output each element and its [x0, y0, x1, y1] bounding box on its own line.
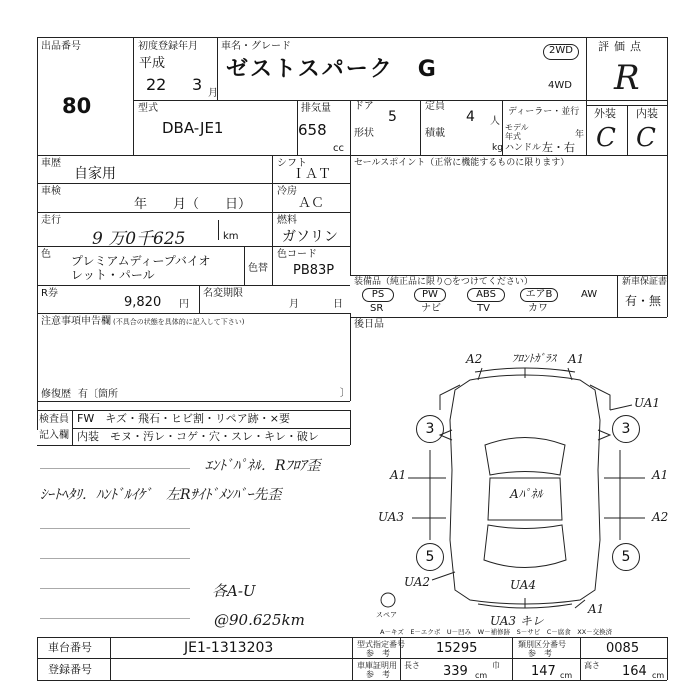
diag-ua3: UA3: [378, 510, 405, 524]
mileage-value: 9 万0千625: [92, 229, 186, 249]
drive-4wd: 4WD: [548, 80, 572, 91]
ptr-ua2: [432, 572, 455, 580]
notes-label: 注意事項申告欄: [41, 316, 111, 327]
diag-left-a1: A1: [390, 468, 407, 482]
history-value: 自家用: [74, 166, 116, 182]
model-year-label: モデル年式: [505, 123, 529, 141]
color-label: 色: [41, 249, 51, 260]
warranty-label: 新車保証書: [622, 277, 668, 287]
ptr-rear-a1: [575, 600, 585, 608]
score-value: R: [614, 58, 640, 98]
kg-unit: kg: [492, 143, 503, 153]
color-change-label: 色替: [248, 263, 268, 274]
later-label: 後日品: [354, 319, 384, 330]
history-label: 車歴: [41, 158, 61, 169]
mileage-label: 走行: [41, 215, 61, 226]
type-cert-ref: 参 考: [366, 649, 390, 658]
model-label: 型式: [138, 103, 158, 114]
cert-ref: 参 考: [366, 670, 390, 679]
recycle-value: 9,820: [124, 295, 162, 310]
door-label: ドア: [354, 101, 374, 112]
diag-a2: A2: [466, 352, 483, 366]
equip-ps: PS: [362, 288, 394, 302]
tire-rear-right: 5: [612, 543, 640, 571]
reg-label: 初度登録年月: [138, 41, 198, 52]
diag-roof: Aﾊﾟﾈﾙ: [510, 487, 543, 501]
repair-bracket-close: 〕: [340, 388, 350, 399]
width-label: 巾: [492, 661, 500, 670]
equip-navi: ナビ: [421, 303, 441, 314]
chassis-value: JE1-1313203: [184, 640, 274, 656]
class-ref: 参 考: [528, 649, 552, 658]
month-label: 月: [289, 299, 299, 310]
ext-value: C: [596, 123, 616, 153]
disp-label: 排気量: [301, 103, 331, 114]
sales-points-label: セールスポイント（正常に機能するものに限ります）: [354, 158, 570, 168]
int-value: C: [636, 123, 656, 153]
cert-label: 車庫証明用: [357, 661, 397, 670]
hand-note-2: ｼｰﾄﾍﾀﾘ．ﾊﾝﾄﾞﾙｲｹﾞ 左Rｻｲﾄﾞﾒﾝﾊﾞｰ先歪: [40, 487, 282, 503]
int-label: 内装: [636, 107, 658, 120]
model-value: DBA-JE1: [162, 119, 224, 137]
diag-ua3-kire: UA3 キレ: [490, 614, 544, 628]
drive-2wd: 2WD: [543, 44, 579, 60]
lot-label: 出品番号: [41, 41, 81, 52]
equip-aw: AW: [581, 289, 598, 300]
tire-front-left: 3: [416, 415, 444, 443]
tire-front-right: 3: [612, 415, 640, 443]
fw-line: FW キズ・飛石・ヒビ割・リペア跡・×要: [77, 412, 290, 425]
handle-value: 左・右: [542, 141, 575, 154]
width-cm: cm: [560, 671, 573, 680]
notes-sub-label: (不具合の状態を具体的に記入して下さい): [113, 318, 245, 326]
length-label: 長さ: [404, 661, 420, 670]
yen-unit: 円: [179, 299, 189, 310]
height-label: 高さ: [584, 661, 600, 670]
hand-note-1: ｴﾝﾄﾞﾊﾟﾈﾙ．Rﾌﾛｱ歪: [205, 458, 321, 474]
ac-value: ＡＣ: [298, 196, 325, 211]
diag-right-a2: A2: [652, 510, 669, 524]
diag-ua4: UA4: [510, 578, 537, 592]
class-label: 類別区分番号: [518, 640, 566, 649]
recycle-label: R券: [41, 288, 58, 299]
diag-front: ﾌﾛﾝﾄｶﾞﾗｽ: [512, 352, 556, 365]
cap-unit: 人: [490, 116, 500, 127]
equip-tv: TV: [477, 303, 490, 314]
diag-ua2: UA2: [404, 575, 431, 589]
type-cert-value: 15295: [436, 641, 478, 656]
disp-unit: cc: [333, 143, 344, 154]
length-value: 339: [443, 664, 468, 679]
equip-sr: SR: [370, 303, 384, 314]
reg-month: 3: [192, 75, 203, 94]
repair-value: 有〔箇所: [78, 389, 118, 400]
class-value: 0085: [606, 641, 640, 656]
reg-no-label: 登録番号: [48, 663, 92, 676]
shift-value: ＩＡＴ: [292, 167, 332, 182]
month-unit: 月: [208, 88, 218, 99]
lot-value: 80: [62, 94, 92, 118]
color-value-2: レット・パール: [71, 268, 155, 282]
load-label: 積載: [425, 128, 445, 139]
ext-label: 外装: [594, 107, 616, 120]
name-change-label: 名変期限: [203, 288, 243, 299]
cap-label: 定員: [425, 101, 445, 112]
score-label: 評価点: [598, 40, 646, 53]
ptr-ua1: [610, 405, 632, 410]
diag-ua1: UA1: [634, 396, 661, 410]
mileage-unit: km: [223, 231, 239, 242]
fuel-label: 燃料: [277, 215, 297, 226]
rear-window: [484, 525, 566, 568]
interior-line: 内装 モヌ・汚レ・コゲ・穴・スレ・キレ・破レ: [77, 430, 319, 443]
chassis-label: 車台番号: [48, 641, 92, 654]
handle-label: ハンドル: [505, 143, 542, 153]
inspection-label: 車検: [41, 186, 61, 197]
hand-note-3: 各A-U: [212, 582, 256, 600]
diag-right-a1: A1: [652, 468, 669, 482]
color-code-label: 色コード: [277, 249, 317, 260]
windshield: [485, 438, 565, 476]
equip-label: 装備品（純正品に限り○をつけてください）: [354, 277, 533, 287]
repair-label: 修復歴: [41, 389, 71, 400]
shift-label: シフト: [277, 158, 307, 169]
disp-value: 658: [298, 121, 327, 139]
diag-rear-a1: A1: [588, 602, 605, 616]
car-name: ゼストスパーク G: [226, 57, 438, 82]
reg-year: 22: [146, 75, 167, 94]
warranty-value: 有・無: [625, 294, 662, 308]
equip-pw: PW: [414, 288, 446, 302]
equip-abs: ABS: [467, 288, 505, 302]
diag-spare: スペア: [376, 611, 397, 619]
length-cm: cm: [475, 671, 488, 680]
year-unit: 年: [575, 130, 585, 140]
day-label: 日: [333, 299, 343, 310]
record-label: 記入欄: [39, 430, 69, 441]
inspection-value: 年 月（ 日）: [134, 197, 252, 212]
cap-value: 4: [466, 109, 475, 125]
tire-rear-left: 5: [416, 543, 444, 571]
color-code-value: PB83P: [293, 263, 335, 278]
fuel-value: ガソリン: [282, 229, 338, 245]
shape-label: 形状: [354, 128, 374, 139]
color-value-1: プレミアムディープバイオ: [71, 254, 211, 268]
era: 平成: [139, 56, 166, 71]
name-label: 車名・グレード: [221, 41, 291, 52]
diag-a1-top: A1: [568, 352, 585, 366]
ac-label: 冷房: [277, 186, 297, 197]
height-value: 164: [622, 664, 647, 679]
equip-airbag: エアB: [520, 288, 558, 302]
equip-leather: カワ: [528, 303, 548, 314]
inspector-label: 検査員: [39, 414, 69, 425]
height-cm: cm: [652, 671, 665, 680]
width-value: 147: [531, 664, 556, 679]
type-cert-label: 型式指定番号: [357, 640, 405, 649]
hand-note-4: @90.625km: [214, 611, 305, 629]
door-value: 5: [388, 109, 397, 125]
diag-legend: A－キズ E－エクボ U－凹み W－補修跡 S－サビ C－腐食 XX－交換済: [380, 628, 613, 636]
spare-tire: [381, 593, 395, 607]
dealer-label: ディーラー・並行: [508, 107, 580, 117]
